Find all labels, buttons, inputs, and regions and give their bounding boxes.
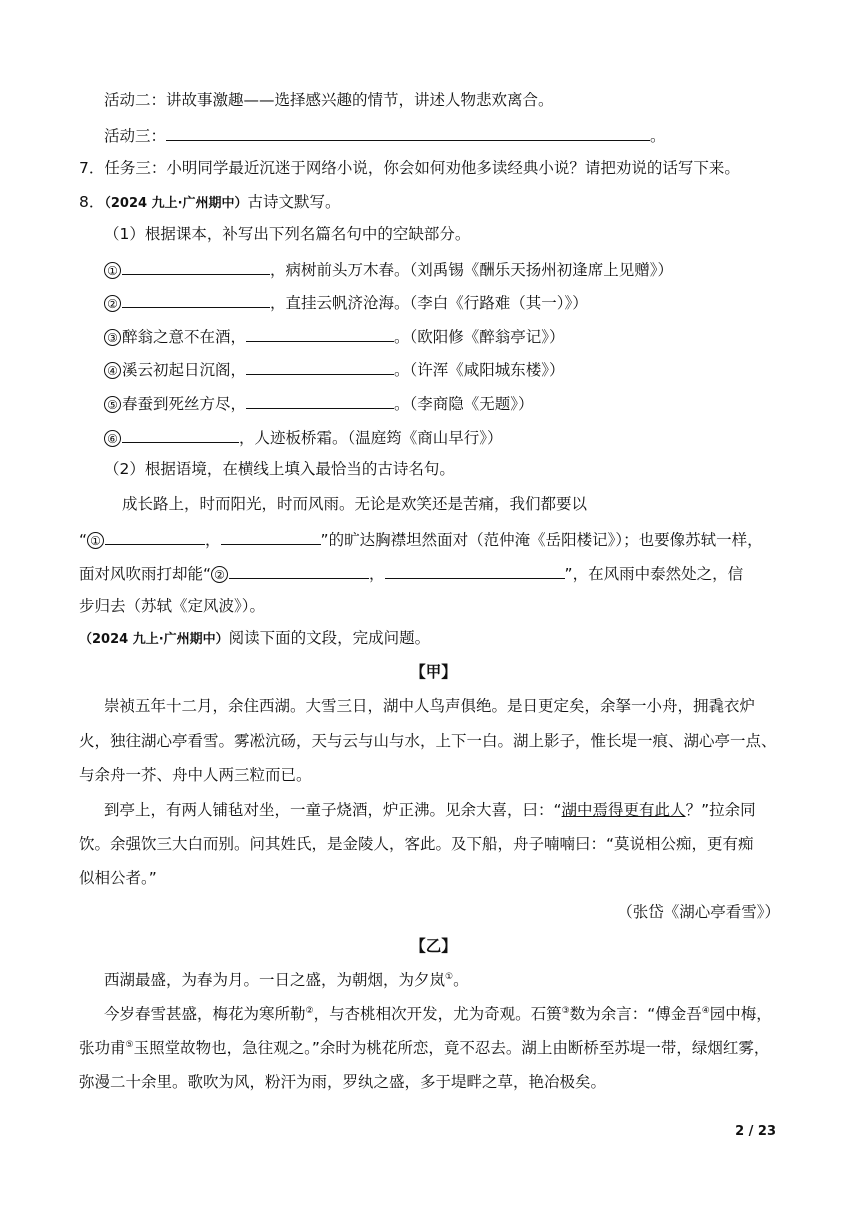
item-number: ③	[104, 329, 121, 346]
item-number: ①	[104, 262, 121, 279]
blank-number: ②	[211, 566, 228, 583]
item-number: ②	[104, 295, 121, 312]
activity-2-text: 活动二：讲故事激趣——选择感兴趣的情节，讲述人物悲欢离合。	[104, 91, 554, 109]
item-text: ，病树前头万木春。（刘禹锡《酬乐天扬州初逢席上见赠》）	[270, 261, 674, 279]
context-line-1: 成长路上，时而阳光，时而风雨。无论是欢笑还是苦痛，我们都要以	[122, 495, 588, 513]
jia-p1-line-1: 崇祯五年十二月，余住西湖。大雪三日，湖中人鸟声俱绝。是日更定矣，余拏一小舟，拥毳衣炉	[104, 697, 756, 715]
jia-p1-line-2: 火，独往湖心亭看雪。雾凇沆砀，天与云与山与水，上下一白。湖上影子，惟长堤一痕、湖心亭一点、	[79, 732, 777, 750]
context-line-4: 步归去（苏轼《定风波》）。	[79, 597, 266, 615]
context-text: ”的旷达胸襟坦然面对（范仲淹《岳阳楼记》）；也要像苏轼一样，	[320, 531, 763, 549]
comma: ，	[205, 531, 221, 549]
jia-source: （张岱《湖心亭看雪》）	[617, 903, 780, 921]
context-blank-2a[interactable]	[229, 562, 369, 579]
fill-blank-4[interactable]	[246, 358, 394, 375]
page-number: 2 / 23	[735, 1124, 776, 1139]
yi-text: 张功甫	[79, 1039, 126, 1057]
jia-text: 到亭上，有两人铺毡对坐，一童子烧酒，炉正沸。见余大喜，曰：“	[104, 801, 562, 819]
fill-blank-6[interactable]	[122, 426, 239, 443]
underlined-sentence: 湖中焉得更有此人	[561, 801, 686, 819]
item-text: 。（许浑《咸阳城东楼》）	[394, 361, 565, 379]
yi-text: ，与杏桃相次开发，尤为奇观。石篑	[313, 1005, 562, 1023]
fill-item-1	[104, 258, 673, 280]
reading-source: （2024 九上·广州期中）	[79, 632, 229, 647]
yi-text: 西湖最盛，为春为月。一日之盛，为朝烟，为夕岚	[104, 971, 446, 989]
question-8-title: 古诗文默写。	[247, 193, 341, 211]
item-text: 。（欧阳修《醉翁亭记》）	[394, 328, 565, 346]
yi-p2-line-3: 弥漫二十余里。歌吹为风，粉汗为雨，罗纨之盛，多于堤畔之草，艳冶极矣。	[79, 1073, 607, 1091]
blank-number: ①	[87, 532, 104, 549]
activity-3-blank[interactable]	[166, 124, 650, 141]
question-8-heading	[79, 192, 341, 214]
passage-yi-title: 【乙】	[410, 937, 457, 955]
jia-p2-line-1	[104, 800, 756, 820]
fill-item-3	[104, 325, 565, 347]
item-text: ，直挂云帆济沧海。（李白《行路难（其一）》）	[270, 294, 588, 312]
item-prefix: 醉翁之意不在酒，	[122, 328, 247, 346]
jia-text: ？”拉余同	[685, 801, 756, 819]
question-7: 7．任务三：小明同学最近沉迷于网络小说，你会如何劝他多读经典小说？请把劝说的话写下来。	[79, 159, 740, 177]
context-text: ”，在风雨中泰然处之，信	[564, 565, 744, 583]
comma: ，	[369, 565, 385, 583]
yi-text: 数为余言：“傅金吾	[569, 1005, 702, 1023]
fill-item-6	[104, 426, 503, 448]
jia-p2-line-3: 似相公者。”	[79, 869, 157, 887]
context-line-3	[79, 562, 743, 584]
yi-p1-line	[104, 970, 469, 990]
reading-intro: 阅读下面的文段，完成问题。	[228, 629, 431, 647]
item-number: ④	[104, 362, 121, 379]
item-prefix: 溪云初起日沉阁，	[122, 361, 247, 379]
activity-3-line	[104, 124, 666, 146]
footnote-mark: ①	[445, 971, 454, 982]
question-8-part-2: （2）根据语境，在横线上填入最恰当的古诗名句。	[104, 460, 455, 478]
yi-p2-line-1	[104, 1004, 772, 1024]
yi-text: 园中梅，	[709, 1005, 772, 1023]
context-blank-1b[interactable]	[221, 528, 321, 545]
context-text: 面对风吹雨打却能“	[79, 565, 212, 583]
context-blank-1a[interactable]	[105, 528, 205, 545]
question-8-part-1: （1）根据课本，补写出下列名篇名句中的空缺部分。	[104, 225, 471, 243]
item-prefix: 春蚕到死丝方尽，	[122, 395, 247, 413]
fill-blank-2[interactable]	[122, 291, 270, 308]
question-8-source: （2024 九上·广州期中）	[104, 196, 248, 211]
item-number: ⑥	[104, 430, 121, 447]
passage-jia-title: 【甲】	[410, 663, 457, 681]
fill-blank-1[interactable]	[122, 258, 270, 275]
fill-item-4	[104, 358, 565, 380]
jia-p2-line-2: 饮。余强饮三大白而别。问其姓氏，是金陵人，客此。及下船，舟子喃喃曰：“莫说相公痴，更有痴	[79, 835, 754, 853]
reading-heading	[79, 628, 430, 650]
footnote-mark: ④	[701, 1005, 710, 1016]
context-blank-2b[interactable]	[385, 562, 565, 579]
fill-item-2	[104, 291, 588, 313]
item-text: ，人迹板桥霜。（温庭筠《商山早行》）	[239, 429, 503, 447]
yi-p2-line-2	[79, 1038, 769, 1058]
footnote-mark: ③	[561, 1005, 570, 1016]
fill-item-5	[104, 392, 534, 414]
open-quote: “	[79, 531, 88, 549]
footnote-mark: ⑤	[125, 1039, 134, 1050]
yi-text: 玉照堂故物也，急往观之。”余时为桃花所恋，竟不忍去。湖上由断桥至苏堤一带，绿烟红雾，	[133, 1039, 770, 1057]
fill-blank-5[interactable]	[246, 392, 394, 409]
item-text: 。（李商隐《无题》）	[394, 395, 534, 413]
jia-p1-line-3: 与余舟一芥、舟中人两三粒而已。	[79, 766, 312, 784]
footnote-mark: ②	[305, 1005, 314, 1016]
activity-3-label: 活动三：	[104, 127, 167, 145]
activity-3-period: 。	[650, 127, 666, 145]
item-number: ⑤	[104, 396, 121, 413]
yi-text: 。	[453, 971, 469, 989]
question-8-number: 8．	[79, 193, 105, 211]
fill-blank-3[interactable]	[246, 325, 394, 342]
yi-text: 今岁春雪甚盛，梅花为寒所勒	[104, 1005, 306, 1023]
context-line-2	[79, 528, 763, 550]
